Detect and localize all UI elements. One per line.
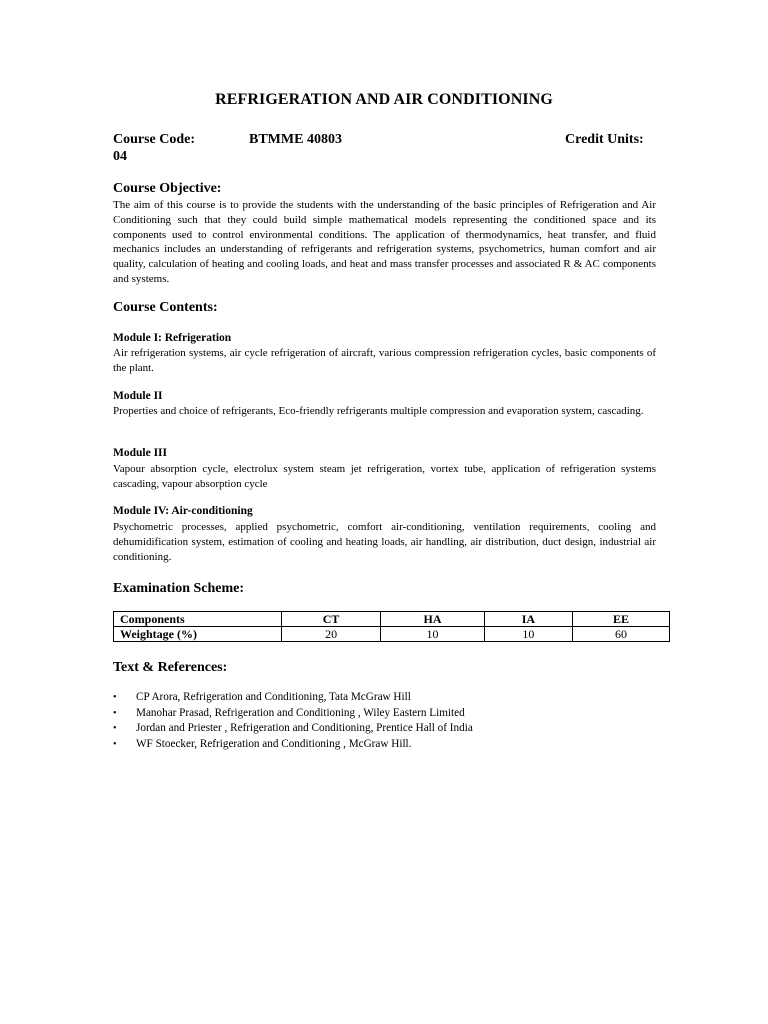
objective-heading: Course Objective: xyxy=(113,181,222,196)
module-3-text: Vapour absorption cycle, electrolux system steam jet refrigeration, vortex tube, application of refrigeration systems cascading, vapour absorption cycle xyxy=(113,463,656,490)
page-title: REFRIGERATION AND AIR CONDITIONING xyxy=(215,91,553,108)
credit-units-value: 04 xyxy=(113,149,127,164)
module-3-title: Module III xyxy=(113,447,167,459)
table-cell: CT xyxy=(282,612,381,627)
course-code-line xyxy=(113,132,658,152)
module-1-title: Module I: Refrigeration xyxy=(113,332,232,344)
references-list xyxy=(113,690,473,752)
list-item xyxy=(113,706,473,722)
references-heading: Text & References: xyxy=(113,660,228,675)
reference-text: CP Arora, Refrigeration and Conditioning, Tata McGraw Hill xyxy=(136,691,411,703)
examination-heading: Examination Scheme: xyxy=(113,581,245,596)
table-cell: EE xyxy=(572,612,669,627)
table-cell: 60 xyxy=(572,627,669,642)
reference-text: Manohar Prasad, Refrigeration and Conditioning , Wiley Eastern Limited xyxy=(136,706,465,719)
reference-text: WF Stoecker, Refrigeration and Conditioning , McGraw Hill. xyxy=(136,737,412,750)
reference-text: Jordan and Priester , Refrigeration and Conditioning, Prentice Hall of India xyxy=(136,722,473,734)
table-cell: HA xyxy=(381,612,485,627)
module-2-title: Module II xyxy=(113,390,163,402)
table-cell: Components xyxy=(114,612,282,627)
examination-table xyxy=(113,611,670,642)
table-cell: IA xyxy=(484,612,572,627)
table-cell: Weightage (%) xyxy=(114,627,282,642)
course-code-value: BTMME 40803 xyxy=(249,132,342,147)
bullet-icon: • xyxy=(113,723,117,734)
list-item xyxy=(113,737,473,753)
table-row xyxy=(114,627,670,642)
module-4-text: Psychometric processes, applied psychometric, comfort air-conditioning, ventilation requirements, cooling and dehumidification system, estimation of cooling and heating loads, air handling, air distribution, duct design, industrial air conditioning. xyxy=(113,521,656,563)
table-cell: 20 xyxy=(282,627,381,642)
list-item xyxy=(113,690,473,706)
table-cell: 10 xyxy=(484,627,572,642)
module-1-text: Air refrigeration systems, air cycle refrigeration of aircraft, various compression refrigeration cycles, basic components of the plant. xyxy=(113,347,656,374)
list-item xyxy=(113,721,473,737)
bullet-icon: • xyxy=(113,707,117,719)
objective-text: The aim of this course is to provide the students with the understanding of the basic principles of Refrigeration and Air Conditioning such that they could build simple mathematical models representing the conditioned space and its components used to control environmental conditions. The application of thermodynamics, heat transfer, and fluid mechanics includes an understanding of refrigerants and refrigeration systems, psychometrics, human comfort and air quality, calculation of heating and cooling loads, and heat and mass transfer processes and associated R & AC components and systems. xyxy=(113,199,656,285)
course-code-label: Course Code: xyxy=(113,132,196,147)
contents-heading: Course Contents: xyxy=(113,300,218,315)
bullet-icon: • xyxy=(113,738,117,750)
table-header-row xyxy=(114,612,670,627)
table-cell: 10 xyxy=(381,627,485,642)
module-2-text: Properties and choice of refrigerants, Eco-friendly refrigerants multiple compression and evaporation system, cascading. xyxy=(113,405,644,417)
credit-units-label: Credit Units: xyxy=(565,132,644,147)
module-4-title: Module IV: Air-conditioning xyxy=(113,505,253,517)
bullet-icon: • xyxy=(113,692,117,703)
